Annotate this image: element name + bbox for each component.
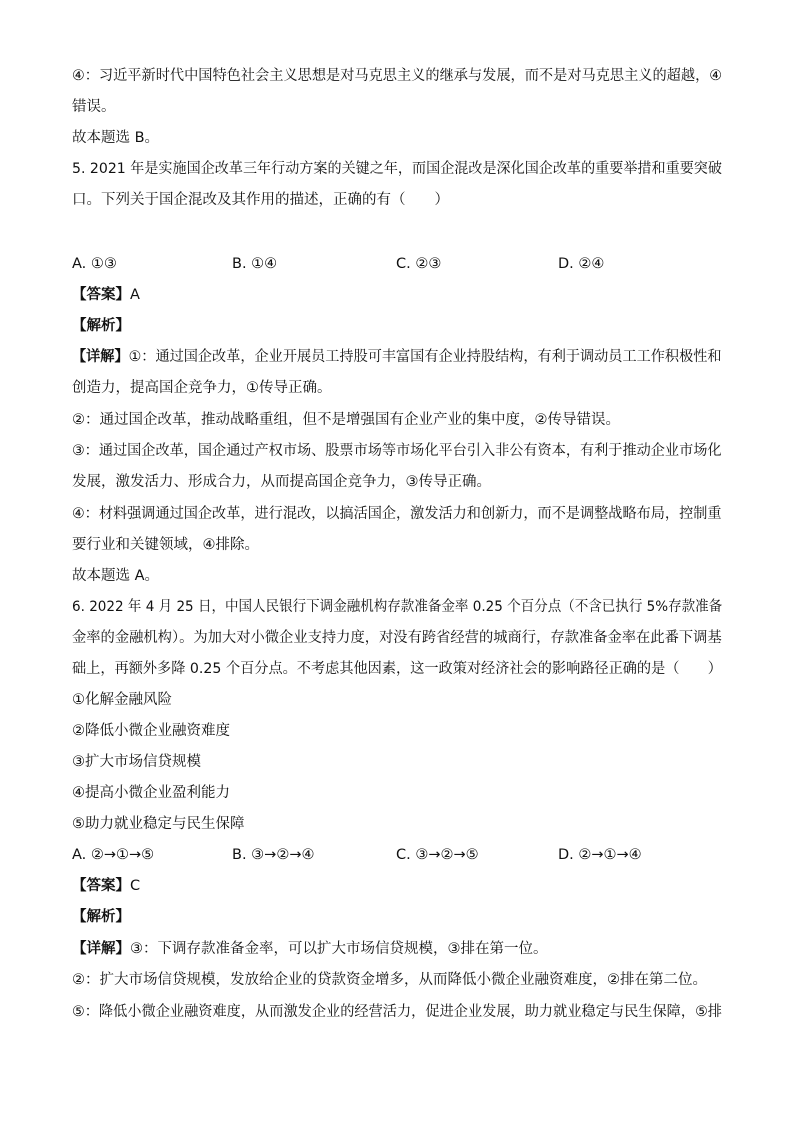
detail-text: ①：通过国企改革，企业开展员工持股可丰富国有企业持股结构，有利于调动员工工作积极性和 [128,349,722,365]
choice-item: ①化解金融风险 [72,692,172,708]
question-6-stem: 金率的金融机构）。为加大对小微企业支持力度，对没有跨省经营的城商行，存款准备金率在此番下调基 [72,630,722,646]
question-6-stem: 6. 2022 年 4 月 25 日，中国人民银行下调金融机构存款准备金率 0.25 个百分点（不含已执行 5%存款准备 [72,599,723,615]
answer-tag: 【答案】 [72,287,130,303]
analysis-tag: 【解析】 [72,318,130,334]
detail-line: ⑤：降低小微企业融资难度，从而激发企业的经营活力，促进企业发展，助力就业稳定与民生保障，⑤排 [72,1004,722,1020]
question-6-stem: 础上，再额外多降 0.25 个百分点。不考虑其他因素，这一政策对经济社会的影响路径正确的是（ ） [72,661,722,677]
answer-value: C [130,878,141,894]
detail-line: ②：通过国企改革，推动战略重组，但不是增强国有企业产业的集中度，②传导错误。 [72,412,620,428]
option-a: A. ②→①→⑤ [72,847,155,863]
option-b: B. ③→②→④ [232,847,315,863]
answer-line [72,876,140,896]
answer-value: A [130,287,140,303]
choice-item: ②降低小微企业融资难度 [72,723,230,739]
choice-item: ⑤助力就业稳定与民生保障 [72,816,245,832]
option-a: A. ①③ [72,256,117,272]
conclusion-line: 故本题选 B。 [72,130,160,146]
answer-tag: 【答案】 [72,878,130,894]
conclusion-line: 故本题选 A。 [72,568,160,584]
text-line: 错误。 [72,99,116,115]
detail-line [72,347,722,367]
text-line: ④：习近平新时代中国特色社会主义思想是对马克思主义的继承与发展，而不是对马克思主义的超越，④ [72,68,722,84]
detail-tag: 【详解】 [72,349,129,365]
detail-line: ②：扩大市场信贷规模，发放给企业的贷款资金增多，从而降低小微企业融资难度，②排在第二位。 [72,972,707,988]
option-d: D. ②→①→④ [558,847,642,863]
option-b: B. ①④ [232,256,278,272]
question-5-stem: 5. 2021 年是实施国企改革三年行动方案的关键之年，而国企混改是深化国企改革的重要举措和重要突破 [72,161,722,177]
choice-item: ④提高小微企业盈利能力 [72,785,230,801]
detail-line: 创造力，提高国企竞争力，①传导正确。 [72,380,332,396]
detail-tag: 【详解】 [72,941,130,957]
answer-line [72,285,140,305]
option-c: C. ②③ [396,256,442,272]
option-c: C. ③→②→⑤ [396,847,479,863]
choice-item: ③扩大市场信贷规模 [72,754,201,770]
detail-line [72,939,548,959]
option-d: D. ②④ [558,256,605,272]
detail-line: 发展，激发活力、形成合力，从而提高国企竞争力，③传导正确。 [72,474,491,490]
detail-line: ③：通过国企改革，国企通过产权市场、股票市场等市场化平台引入非公有资本，有利于推动企业市场化 [72,443,722,459]
detail-line: 要行业和关键领域，④排除。 [72,537,259,553]
detail-text: ③：下调存款准备金率，可以扩大市场信贷规模，③排在第一位。 [130,941,548,957]
question-5-stem: 口。下列关于国企混改及其作用的描述，正确的有（ ） [72,192,449,208]
detail-line: ④：材料强调通过国企改革，进行混改，以搞活国企，激发活力和创新力，而不是调整战略布局，控制重 [72,506,722,522]
analysis-tag: 【解析】 [72,909,130,925]
